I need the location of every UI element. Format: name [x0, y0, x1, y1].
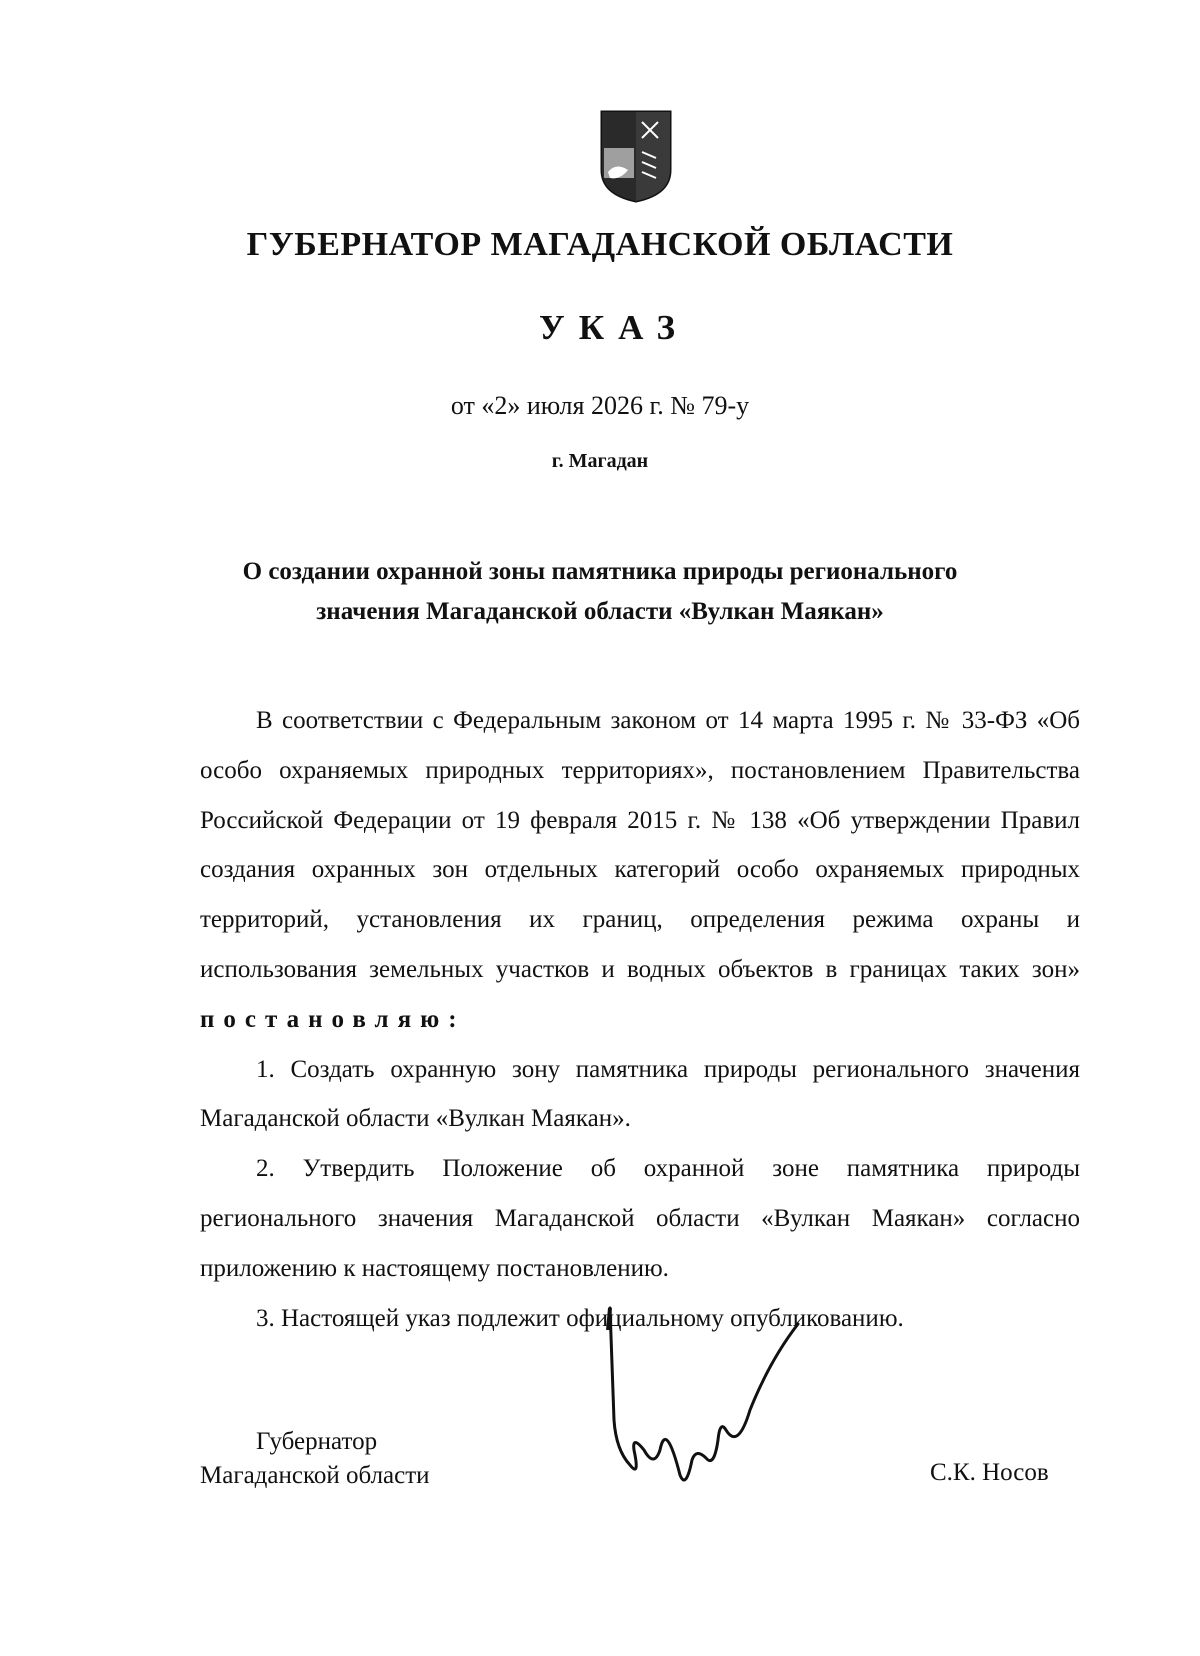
decree-word: постановляю: — [200, 1005, 466, 1033]
preamble-paragraph — [200, 696, 1080, 1045]
signer-title — [200, 1425, 500, 1493]
decree-item: 1. Создать охранную зону памятника природы регионального значения Магаданской области «Вулкан Маякан». — [200, 1055, 1080, 1133]
coat-of-arms-icon — [598, 108, 674, 204]
decree-item: 2. Утвердить Положение об охранной зоне памятника природы регионального значения Магаданской области «Вулкан Маякан» согласно приложению к настоящему постановлению. — [200, 1155, 1080, 1282]
signer-title-line: Губернатор — [256, 1428, 378, 1455]
signer-title-line: Магаданской области — [200, 1462, 430, 1489]
handwritten-signature — [600, 1300, 840, 1550]
place-of-issue: г. Магадан — [551, 450, 649, 472]
issuing-authority: ГУБЕРНАТОР МАГАДАНСКОЙ ОБЛАСТИ — [246, 226, 954, 263]
decree-item: 3. Настоящей указ подлежит официальному опубликованию. — [256, 1304, 904, 1332]
subject-line: значения Магаданской области «Вулкан Маякан» — [316, 598, 884, 625]
preamble-text: В соответствии с Федеральным законом от 14 марта 1995 г. № 33-ФЗ «Об особо охраняемых природных территориях», постановлением Правительства Российской Федерации от 19 февраля 2015 г. № 138 «Об утверждении Правил создания охранных зон отдельных категорий особо охраняемых природных территорий, установления их границ, определения режима охраны и использования земельных участков и водных объектов в границах таких зон» — [200, 707, 1080, 983]
subject-line: О создании охранной зоны памятника природы регионального — [242, 558, 958, 585]
date-and-number: от «2» июля 2026 г. № 79-у — [450, 391, 750, 420]
signer-name: С.К. Носов — [930, 1459, 1049, 1486]
decree-subject — [150, 552, 1050, 632]
document-type: УКАЗ — [539, 308, 689, 347]
decree-body — [200, 696, 1080, 1343]
